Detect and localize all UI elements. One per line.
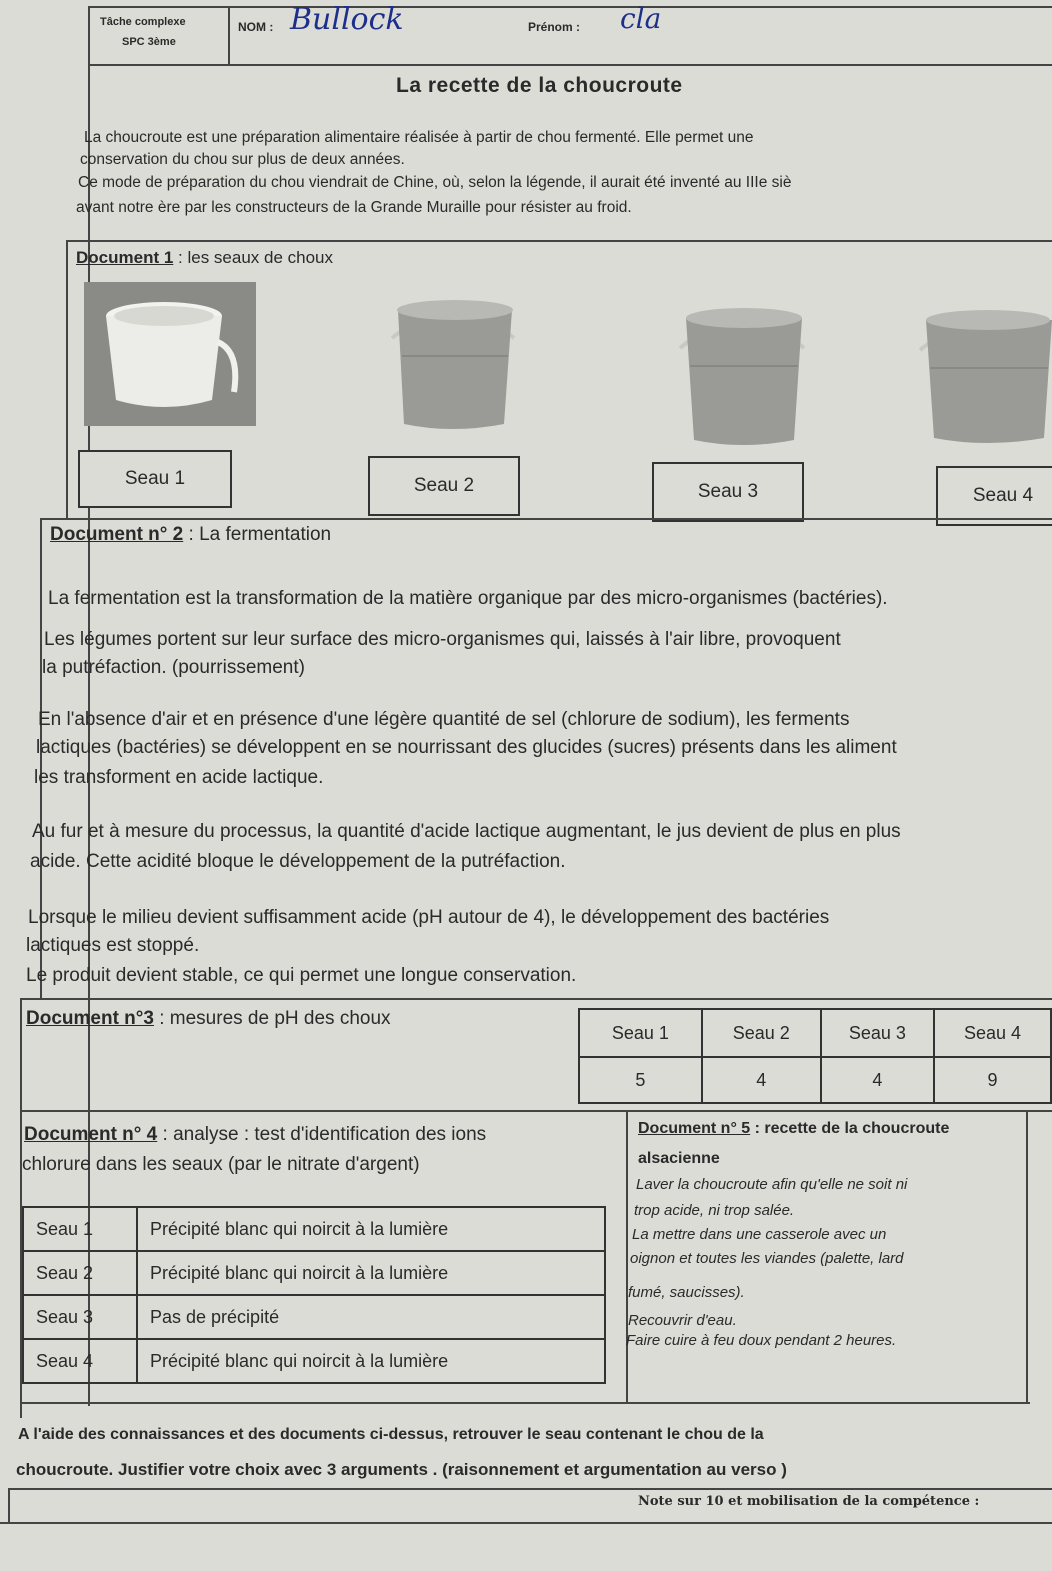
doc5-right-border xyxy=(1026,1112,1028,1402)
task-type: Tâche complexe xyxy=(100,16,186,28)
ph-table xyxy=(578,1008,1052,1104)
doc2-caption: : La fermentation xyxy=(183,524,332,545)
note-top-border xyxy=(8,1488,1052,1490)
question-line-1: A l'aide des connaissances et des documents ci-dessus, retrouver le seau contenant le chou de la xyxy=(18,1426,764,1443)
doc3-top-border xyxy=(20,998,1052,1000)
doc1-label: Document 1 xyxy=(76,248,174,267)
intro-line-3: Ce mode de préparation du chou viendrait de Chine, où, selon la légende, il aurait été inventé au IIIe siè xyxy=(78,174,792,191)
doc2-paragraph-5c: Le produit devient stable, ce qui permet une longue conservation. xyxy=(26,965,577,986)
doc5-caption-b: alsacienne xyxy=(638,1150,720,1167)
doc2-paragraph-3b: lactiques (bactéries) se développent en se nourrissant des glucides (sucres) présents dans les aliment xyxy=(36,737,897,758)
doc5-left-border xyxy=(626,1112,628,1402)
test-seau-2: Seau 2 xyxy=(23,1251,137,1295)
docs-bottom-border xyxy=(20,1402,1030,1404)
doc2-paragraph-2b: la putréfaction. (pourrissement) xyxy=(42,657,305,678)
header-bottom-border xyxy=(88,64,1052,66)
doc3-heading xyxy=(26,1008,391,1030)
doc5-heading xyxy=(638,1120,949,1138)
doc5-label: Document n° 5 xyxy=(638,1120,751,1137)
test-seau-1: Seau 1 xyxy=(23,1207,137,1251)
doc2-paragraph-5a: Lorsque le milieu devient suffisamment acide (pH autour de 4), le développement des bactéries xyxy=(28,907,830,928)
ph-header-seau-1: Seau 1 xyxy=(579,1009,702,1057)
bucket-photo-2 xyxy=(388,296,524,437)
doc3-label: Document n°3 xyxy=(26,1008,154,1029)
intro-line-1: La choucroute est une préparation alimentaire réalisée à partir de chou fermenté. Elle permet une xyxy=(84,129,754,146)
doc5-line-3: La mettre dans une casserole avec un xyxy=(632,1226,887,1243)
doc2-paragraph-3c: les transforment en acide lactique. xyxy=(34,767,324,788)
doc2-top-border xyxy=(40,518,1052,520)
doc4-label: Document n° 4 xyxy=(24,1124,158,1145)
doc4-caption-a: : analyse : test d'identification des ions xyxy=(157,1124,487,1145)
ph-value-seau-4: 9 xyxy=(934,1057,1051,1103)
seau-4-label: Seau 4 xyxy=(936,466,1052,526)
ph-value-seau-3: 4 xyxy=(821,1057,934,1103)
doc4-heading xyxy=(24,1124,486,1146)
doc5-line-6: Recouvrir d'eau. xyxy=(628,1312,737,1329)
bucket-2-icon xyxy=(388,296,524,432)
doc2-paragraph-4a: Au fur et à mesure du processus, la quantité d'acide lactique augmentant, le jus devient de plus en plus xyxy=(32,821,901,842)
seau-1-label: Seau 1 xyxy=(78,450,232,508)
doc2-paragraph-1: La fermentation est la transformation de la matière organique par des micro-organismes (bactéries). xyxy=(48,588,888,609)
doc2-paragraph-4b: acide. Cette acidité bloque le développement de la putréfaction. xyxy=(30,851,566,872)
ph-value-seau-1: 5 xyxy=(579,1057,702,1103)
test-result-2: Précipité blanc qui noircit à la lumière xyxy=(137,1251,605,1295)
ph-header-seau-2: Seau 2 xyxy=(702,1009,821,1057)
intro-line-2: conservation du chou sur plus de deux années. xyxy=(80,151,405,168)
doc5-line-4: oignon et toutes les viandes (palette, lard xyxy=(630,1250,904,1267)
doc5-line-5: fumé, saucisses). xyxy=(628,1284,745,1301)
intro-line-4: avant notre ère par les constructeurs de la Grande Muraille pour résister au froid. xyxy=(76,199,632,216)
bucket-photo-1 xyxy=(84,282,256,426)
ph-header-seau-4: Seau 4 xyxy=(934,1009,1051,1057)
doc2-paragraph-2a: Les légumes portent sur leur surface des micro-organismes qui, laissés à l'air libre, provoquent xyxy=(44,629,841,650)
chloride-test-table xyxy=(22,1206,606,1384)
nom-label: NOM : xyxy=(238,20,274,34)
test-result-1: Précipité blanc qui noircit à la lumière xyxy=(137,1207,605,1251)
doc2-label: Document n° 2 xyxy=(50,524,184,545)
question-line-2: choucroute. Justifier votre choix avec 3 arguments . (raisonnement et argumentation au verso ) xyxy=(16,1460,787,1479)
ph-value-seau-2: 4 xyxy=(702,1057,821,1103)
doc1-left-border xyxy=(66,240,68,520)
page-title: La recette de la choucroute xyxy=(396,74,683,97)
ph-header-seau-3: Seau 3 xyxy=(821,1009,934,1057)
bucket-1-icon xyxy=(84,282,256,426)
doc4-caption-b: chlorure dans les seaux (par le nitrate d'argent) xyxy=(22,1154,420,1175)
grade-note: Note sur 10 et mobilisation de la compétence : xyxy=(638,1494,980,1509)
doc5-caption-a: : recette de la choucroute xyxy=(750,1120,950,1137)
doc4-top-border xyxy=(20,1110,1052,1112)
prenom-handwritten: cla xyxy=(620,2,662,35)
prenom-label: Prénom : xyxy=(528,20,581,34)
doc5-line-2: trop acide, ni trop salée. xyxy=(634,1202,795,1219)
bucket-photo-4 xyxy=(916,306,1052,451)
doc2-paragraph-5b: lactiques est stoppé. xyxy=(26,935,200,956)
nom-handwritten: Bullock xyxy=(290,2,404,37)
test-result-4: Précipité blanc qui noircit à la lumière xyxy=(137,1339,605,1383)
bucket-photo-3 xyxy=(676,304,812,455)
doc3-caption: : mesures de pH des choux xyxy=(153,1008,391,1029)
doc1-heading xyxy=(76,248,333,268)
test-seau-4: Seau 4 xyxy=(23,1339,137,1383)
bucket-4-icon xyxy=(916,306,1052,446)
doc2-paragraph-3a: En l'absence d'air et en présence d'une légère quantité de sel (chlorure de sodium), les ferments xyxy=(38,709,850,730)
seau-2-label: Seau 2 xyxy=(368,456,520,516)
doc2-heading xyxy=(50,524,331,546)
doc5-line-7: Faire cuire à feu doux pendant 2 heures. xyxy=(626,1332,897,1349)
test-seau-3: Seau 3 xyxy=(23,1295,137,1339)
bucket-3-icon xyxy=(676,304,812,450)
note-left-border xyxy=(8,1488,10,1524)
seau-3-label: Seau 3 xyxy=(652,462,804,522)
note-bottom-border xyxy=(0,1522,1052,1524)
doc1-top-border xyxy=(66,240,1052,242)
class-level: SPC 3ème xyxy=(122,36,176,48)
header-top-border xyxy=(88,6,1052,8)
doc5-line-1: Laver la choucroute afin qu'elle ne soit ni xyxy=(636,1176,908,1193)
test-result-3: Pas de précipité xyxy=(137,1295,605,1339)
header-divider xyxy=(228,6,230,64)
doc1-caption: : les seaux de choux xyxy=(173,248,334,267)
